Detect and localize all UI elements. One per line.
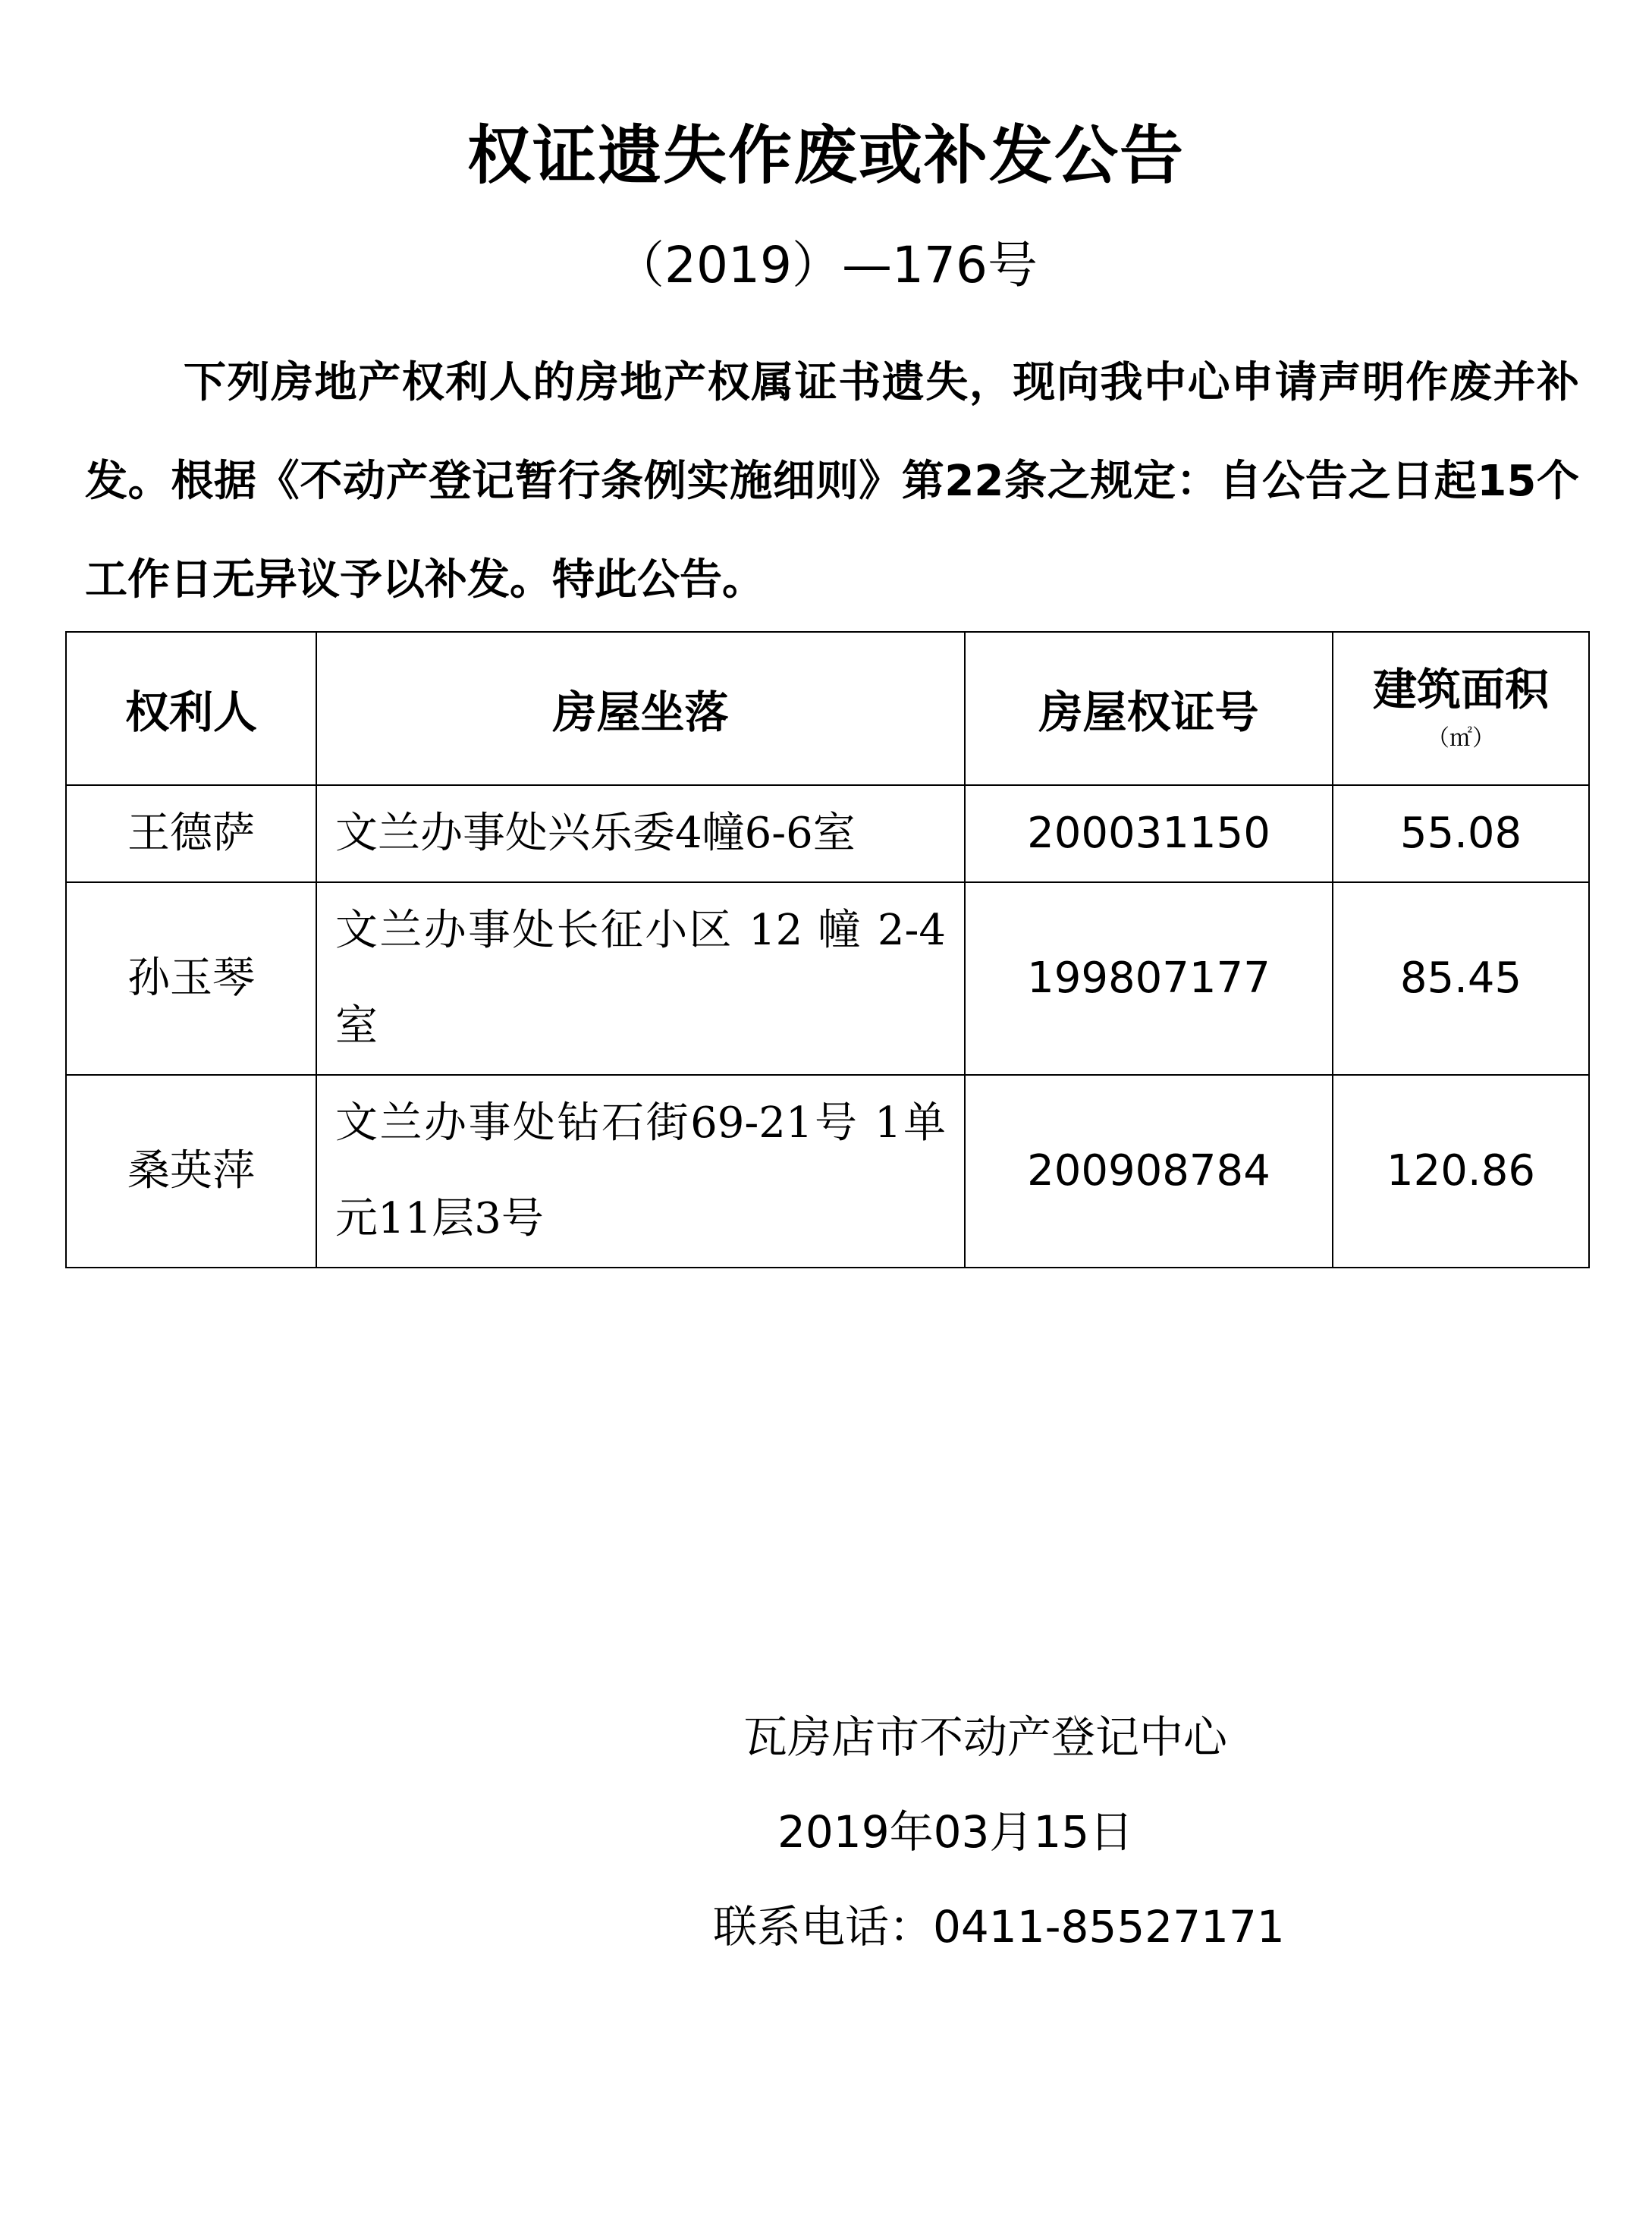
location-cell: 文兰办事处钻石街69-21号 1单元11层3号 — [316, 1075, 965, 1268]
cert-cell: 200031150 — [965, 785, 1333, 882]
header-owner: 权利人 — [66, 632, 316, 785]
notice-title: 权证遗失作废或补发公告 — [466, 118, 1185, 193]
table-header-row — [66, 632, 1589, 785]
owner-cell: 桑英萍 — [66, 1075, 316, 1268]
issuing-organization: 瓦房店市不动产登记中心 — [743, 1711, 1228, 1763]
area-cell: 120.86 — [1333, 1075, 1589, 1268]
table-row — [66, 882, 1589, 1075]
cert-cell: 199807177 — [965, 882, 1333, 1075]
owner-cell: 孙玉琴 — [66, 882, 316, 1075]
contact-phone: 联系电话：0411-85527171 — [713, 1901, 1285, 1953]
owner-cell: 王德萨 — [66, 785, 316, 882]
header-area-label: 建筑面积 — [1372, 664, 1549, 715]
location-cell: 文兰办事处兴乐委4幢6-6室 — [316, 785, 965, 882]
header-area-unit: （㎡） — [1427, 725, 1495, 752]
notice-paragraph: 下列房地产权利人的房地产权属证书遗失，现向我中心申请声明作废并补发。根据《不动产登记暂行条例实施细则》第22条之规定：自公告之日起15个工作日无异议予以补发。特此公告。 — [85, 358, 1579, 605]
area-cell: 55.08 — [1333, 785, 1589, 882]
header-area — [1333, 632, 1589, 785]
cert-cell: 200908784 — [965, 1075, 1333, 1268]
header-cert: 房屋权证号 — [965, 632, 1333, 785]
notice-body — [85, 334, 1579, 630]
lost-certificate-table — [65, 631, 1590, 1268]
header-location: 房屋坐落 — [316, 632, 965, 785]
location-cell: 文兰办事处长征小区 12 幢 2-4室 — [316, 882, 965, 1075]
issue-date: 2019年03月15日 — [777, 1806, 1134, 1858]
table-row — [66, 1075, 1589, 1268]
table-row — [66, 785, 1589, 882]
area-cell: 85.45 — [1333, 882, 1589, 1075]
document-number: （2019）—176号 — [614, 236, 1038, 294]
